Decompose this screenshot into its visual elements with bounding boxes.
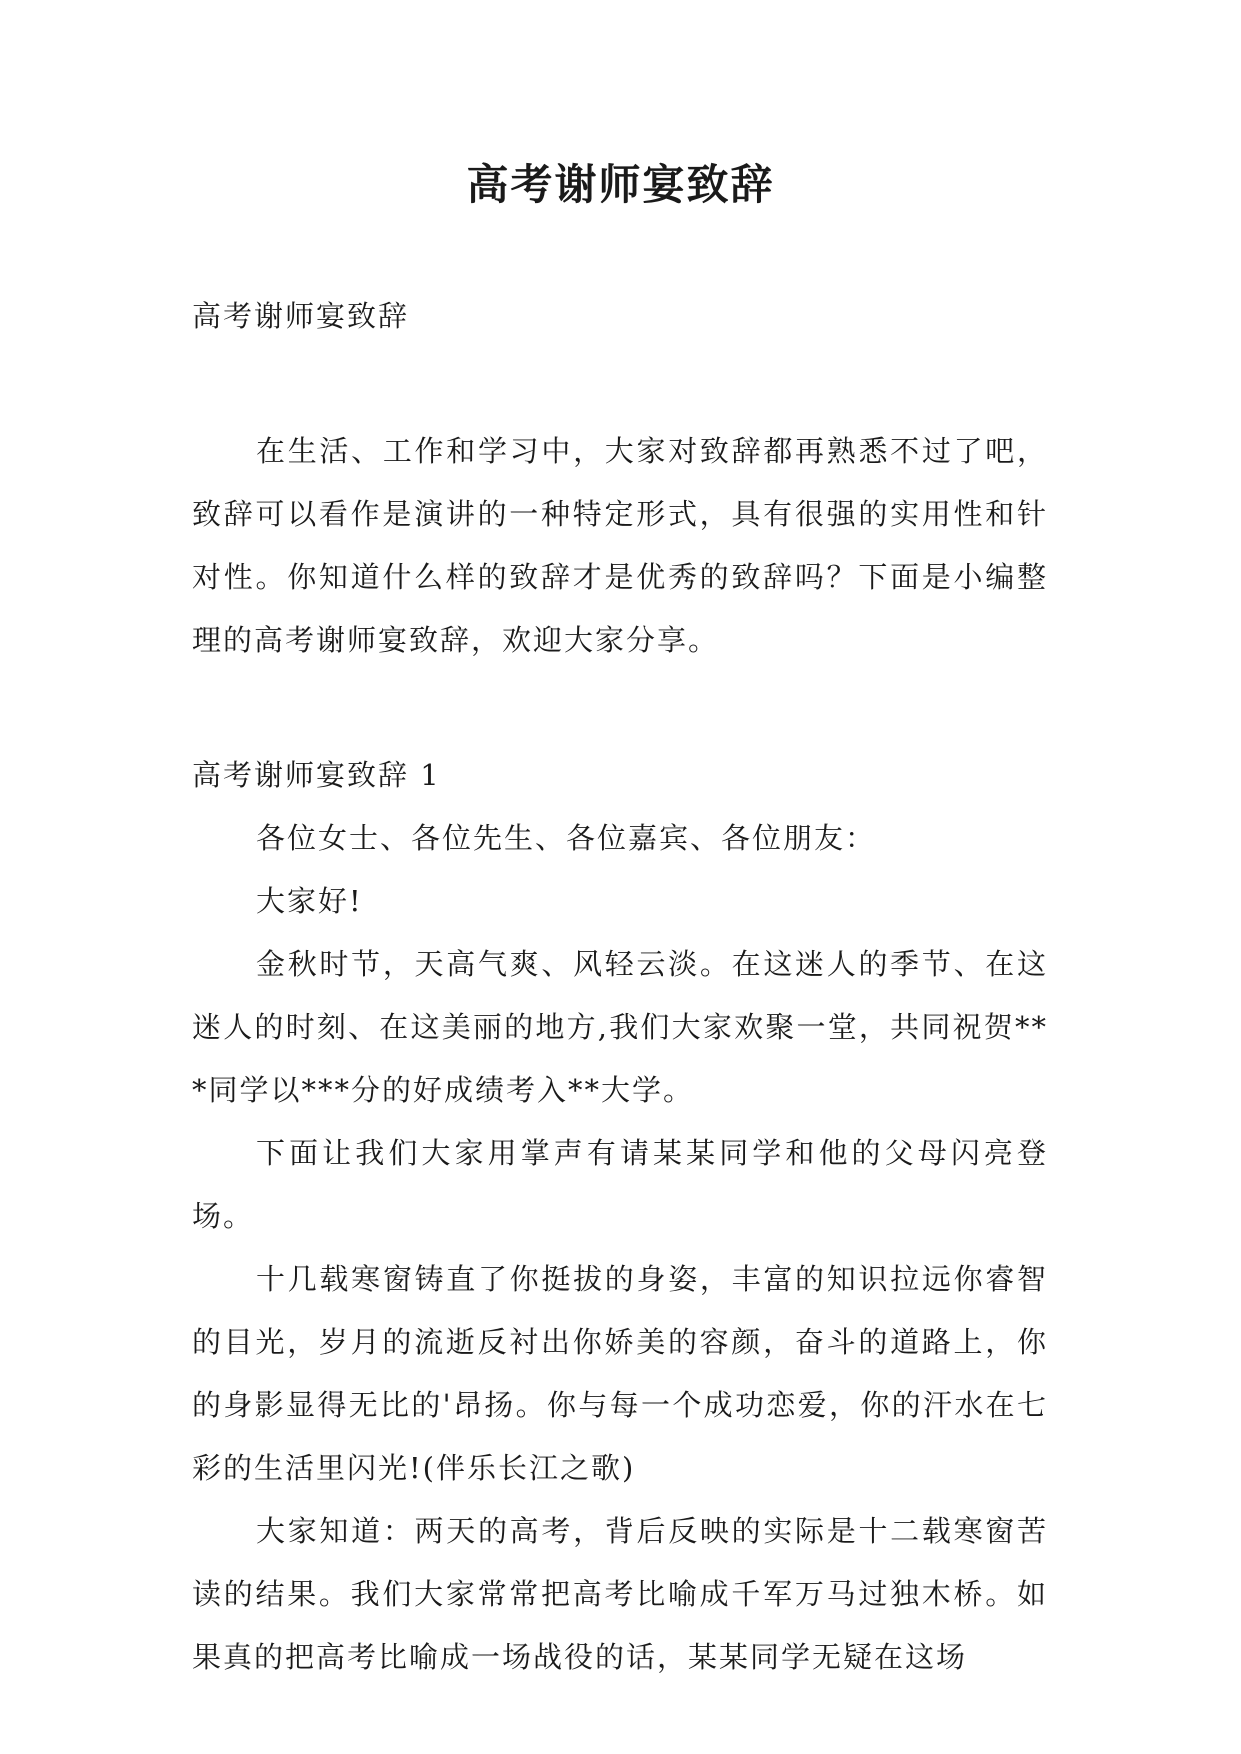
speech-paragraph-opening: 金秋时节，天高气爽、风轻云淡。在这迷人的季节、在这迷人的时刻、在这美丽的地方,我们大家欢聚一堂，共同祝贺***同学以***分的好成绩考入**大学。 <box>192 947 1048 1107</box>
speech-paragraph-salutation: 各位女士、各位先生、各位嘉宾、各位朋友： <box>256 821 877 855</box>
speech-paragraph-tribute: 十几载寒窗铸直了你挺拔的身姿，丰富的知识拉远你睿智的目光，岁月的流逝反衬出你娇美的容颜，奋斗的道路上，你的身影显得无比的'昂扬。你与每一个成功恋爱，你的汗水在七彩的生活里闪光!(伴乐长江之歌) <box>192 1262 1048 1485</box>
speech-paragraph-reflection: 大家知道：两天的高考，背后反映的实际是十二载寒窗苦读的结果。我们大家常常把高考比喻成千军万马过独木桥。如果真的把高考比喻成一场战役的话，某某同学无疑在这场 <box>192 1514 1048 1674</box>
section-heading: 高考谢师宴致辞 1 <box>192 758 441 792</box>
intro-paragraph: 在生活、工作和学习中，大家对致辞都再熟悉不过了吧，致辞可以看作是演讲的一种特定形式，具有很强的实用性和针对性。你知道什么样的致辞才是优秀的致辞吗？下面是小编整理的高考谢师宴致辞，欢迎大家分享。 <box>192 434 1048 657</box>
document-title: 高考谢师宴致辞 <box>466 160 775 209</box>
speech-paragraph-introduction: 下面让我们大家用掌声有请某某同学和他的父母闪亮登场。 <box>192 1136 1048 1233</box>
document-body <box>192 285 1048 1689</box>
speech-paragraph-greeting: 大家好! <box>256 884 363 918</box>
document-subtitle: 高考谢师宴致辞 <box>192 299 410 333</box>
